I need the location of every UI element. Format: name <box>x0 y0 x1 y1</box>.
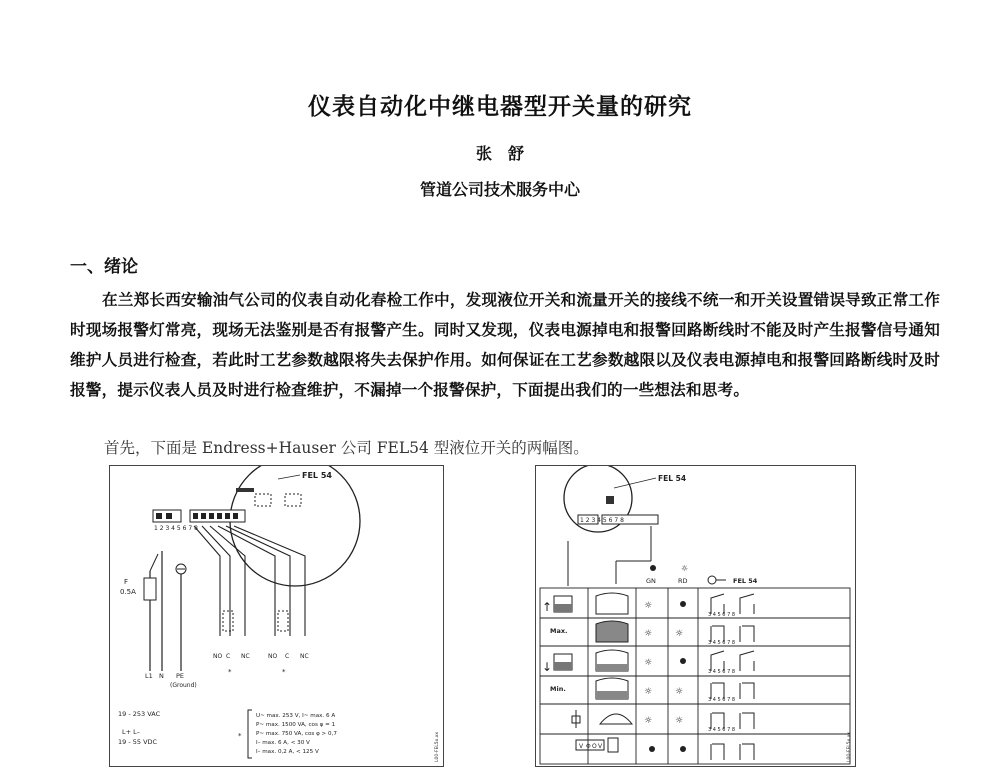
contact-numbers-row1: 3 4 5 6 7 8 <box>708 612 736 618</box>
svg-text:☼: ☼ <box>644 687 653 697</box>
ac-supply-label: 19 - 253 VAC <box>118 710 161 718</box>
connector-tab <box>236 488 254 492</box>
housing-circle <box>230 466 360 586</box>
body-paragraph: 在兰郑长西安输油气公司的仪表自动化春检工作中，发现液位开关和流量开关的接线不统一和开关设置错误导致正常工作时现场报警灯常亮，现场无法鉴别是否有报警产生。同时又发现，仪表电源掉电和报警回路断线时不能及时产生报警信号通知维护人员进行检查，若此时工艺参数越限将失去保护作用。如何保证在工艺参数越限以及仪表电源掉电和报警回路断线时及时报警，提示仪表人员及时进行检查维护，不漏掉一个报警保护，下面提出我们的一些想法和思考。 <box>70 291 940 399</box>
svg-text:☼: ☼ <box>644 601 653 611</box>
author-name: 张 舒 <box>475 144 524 163</box>
paper-title: 仪表自动化中继电器型开关量的研究 <box>308 94 692 120</box>
section-heading: 一、绪论 <box>70 257 138 277</box>
switch-label-v: V <box>579 743 584 750</box>
model-label-right: FEL 54 <box>658 474 687 483</box>
contact-label-nc-1: NC <box>241 653 250 660</box>
svg-text:☼: ☼ <box>675 716 684 726</box>
margin-code-right: L00-FEL5x.xx <box>847 731 852 762</box>
contact-label-no-1: NO <box>213 653 223 660</box>
model-label: FEL 54 <box>302 471 332 480</box>
svg-text:☼: ☼ <box>675 629 684 639</box>
contact-numbers-row2: 3 4 5 6 7 8 <box>708 640 736 646</box>
contact-numbers-row4: 3 4 5 6 7 8 <box>708 697 736 703</box>
svg-text:↑: ↑ <box>542 600 553 614</box>
switch-label-o: O <box>592 743 597 750</box>
figure-intro: 首先，下面是 Endress+Hauser 公司 FEL54 型液位开关的两幅图。 <box>104 439 589 457</box>
svg-text:*: * <box>228 668 232 676</box>
header-gn: GN <box>646 577 656 585</box>
contact-label-no-2: NO <box>268 653 278 660</box>
contact-label-c-1: C <box>226 653 231 660</box>
contact-numbers-row3: 3 4 5 6 7 8 <box>708 669 736 675</box>
rating-line-2: P~ max. 1500 VA, cos φ = 1 <box>256 722 336 728</box>
switching-table-figure <box>535 465 856 767</box>
contact-label-c-2: C <box>285 653 290 660</box>
rating-line-1: U~ max. 253 V, I~ max. 6 A <box>256 713 336 719</box>
svg-text:↓: ↓ <box>542 660 553 674</box>
fuse-label: F <box>124 578 129 586</box>
rating-line-4: I– max. 6 A, < 30 V <box>256 740 310 746</box>
contact-numbers-row5: 3 4 5 6 7 8 <box>708 727 736 733</box>
contact-label-nc-2: NC <box>300 653 309 660</box>
terminal-numbers-right: 1 2 3 4 5 6 7 8 <box>580 517 624 524</box>
terminal-numbers: 1 2 3 4 5 6 7 8 <box>154 525 198 532</box>
header-rd: RD <box>678 577 688 585</box>
relay-contact-2 <box>278 611 288 631</box>
wiring-diagram <box>110 466 443 766</box>
svg-text:☼: ☼ <box>644 658 653 668</box>
dc-supply-label: 19 - 55 VDC <box>118 738 158 746</box>
led-green-header-icon <box>650 565 656 571</box>
fuse-symbol <box>144 578 156 600</box>
terminal-label-pe: PE <box>176 672 185 680</box>
svg-text:☼: ☼ <box>675 687 684 697</box>
switch-label-phi: Φ <box>586 743 591 750</box>
wiring-diagram-figure <box>109 465 444 767</box>
dc-polarity-label: L+ L– <box>122 728 141 736</box>
margin-code-left: L00-FEL5x.xx <box>435 731 440 762</box>
label-min: Min. <box>550 685 566 693</box>
svg-text:☼: ☼ <box>681 564 689 573</box>
relay-header: FEL 54 <box>733 577 758 585</box>
label-max: Max. <box>550 627 568 635</box>
ground-label: (Ground) <box>170 682 197 689</box>
terminal-label-n: N <box>159 672 164 680</box>
author-affiliation: 管道公司技术服务中心 <box>419 180 580 199</box>
svg-text:☼: ☼ <box>644 629 653 639</box>
svg-text:☼: ☼ <box>644 716 653 726</box>
svg-text:*: * <box>238 732 242 740</box>
rating-line-5: I– max. 0,2 A, < 125 V <box>256 749 319 755</box>
fuse-rating: 0.5A <box>120 588 136 596</box>
switch-label-v2: V <box>598 743 603 750</box>
svg-text:*: * <box>282 668 286 676</box>
switching-table <box>536 466 855 766</box>
terminal-label-l1: L1 <box>145 672 153 680</box>
rating-line-3: P~ max. 750 VA, cos φ > 0,7 <box>256 731 337 737</box>
relay-contact-1 <box>223 611 233 631</box>
